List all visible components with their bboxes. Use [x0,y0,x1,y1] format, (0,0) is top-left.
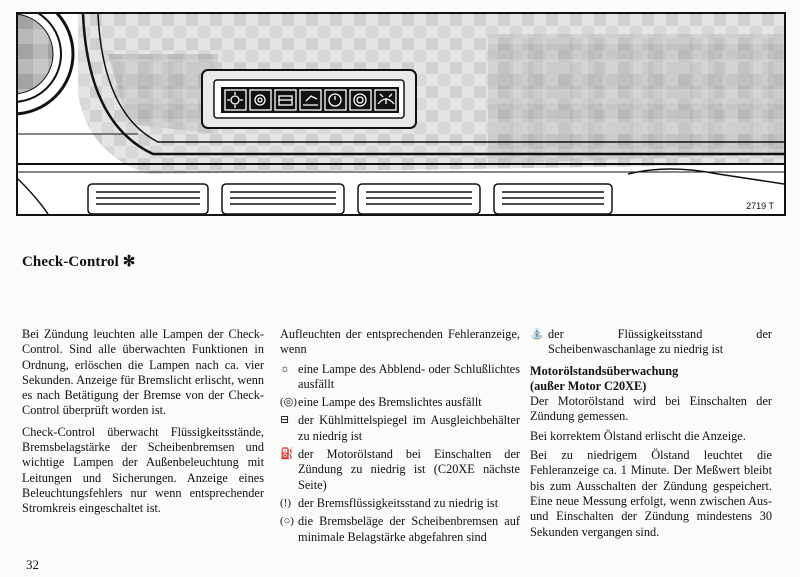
list-item [280,395,520,410]
dashboard-illustration [16,12,786,216]
dashboard-drawing [18,14,784,214]
column-right [530,327,772,544]
list-item-text: eine Lampe des Abblend- oder Schlußlichtes ausfällt [298,361,520,391]
washer-fluid-icon: ⛲ [530,328,544,340]
section-heading: Check-Control ✻ [22,254,136,270]
list-item-text: der Bremsflüssigkeitsstand zu niedrig ist [298,495,499,510]
paragraph: Bei zu niedrigem Ölstand leuchtet die Fehleranzeige ca. 1 Minute. Der Meßwert bleibt bis zum Ausschalten der Zündung gespeichert. Eine neue Messung erfolgt, wenn zwischen Aus- und Einschalten der Zündung mindestens 30 Sekunden vergangen sind. [530,448,772,539]
paragraph-intro: Aufleuchten der entsprechenden Fehleranzeige, wenn [280,327,520,357]
brake-pad-icon: (○) [280,515,294,528]
column-left [22,327,264,521]
lamp-icon: ☼ [280,362,291,375]
subheading: Motorölstandsüberwachung [530,363,679,378]
list-item [280,496,520,511]
column-middle [280,327,520,548]
paragraph: Bei Zündung leuchten alle Lampen der Check-Control. Sind alle überwachten Funktionen in Ordnung, erlöschen die Lampen nach ca. vier Sekunden. Anzeige für Bremslicht erlischt, wenn es nach Betätigung der Bremse von der Check-Control überprüft worden ist. [22,327,264,418]
paragraph: Bei korrektem Ölstand erlischt die Anzeige. [530,428,746,443]
list-item [530,327,772,358]
list-item [280,362,520,393]
brake-light-icon: (◎) [280,396,297,409]
figure-code: 2719 T [746,201,774,211]
page-number: 32 [26,557,39,572]
brake-fluid-icon: (!) [280,496,291,509]
list-item [280,447,520,493]
list-item-text: eine Lampe des Bremslichtes ausfällt [298,395,482,410]
paragraph: Der Motorölstand wird bei Einschalten der Zündung gemessen. [530,394,772,424]
list-item-text: die Bremsbeläge der Scheibenbremsen auf minimale Belagstärke abgefahren sind [298,514,520,544]
list-item-text: der Motorölstand bei Einschalten der Zündung zu niedrig ist (C20XE nächste Seite) [298,447,520,492]
coolant-icon: ⊟ [280,414,290,427]
paragraph: Check-Control überwacht Flüssigkeitsstände, Bremsbelagstärke der Scheibenbremsen und wichtige Lampen der Außenbeleuchtung mit Leitungen und Sicherungen. Anzeige eines Beleuchtungsfehlers nur wenn entsprechender Stromkreis eingeschaltet ist. [22,424,264,516]
subheading: (außer Motor C20XE) [530,378,647,393]
oil-can-icon: ⛽ [280,448,294,461]
list-item [280,413,520,444]
list-item-text: der Flüssigkeitsstand der Scheibenwaschanlage zu niedrig ist [548,327,772,357]
list-item-text: der Kühlmittelspiegel im Ausgleichbehälter zu niedrig ist [298,413,520,443]
list-item [280,514,520,545]
warning-lamp-row [225,90,396,110]
